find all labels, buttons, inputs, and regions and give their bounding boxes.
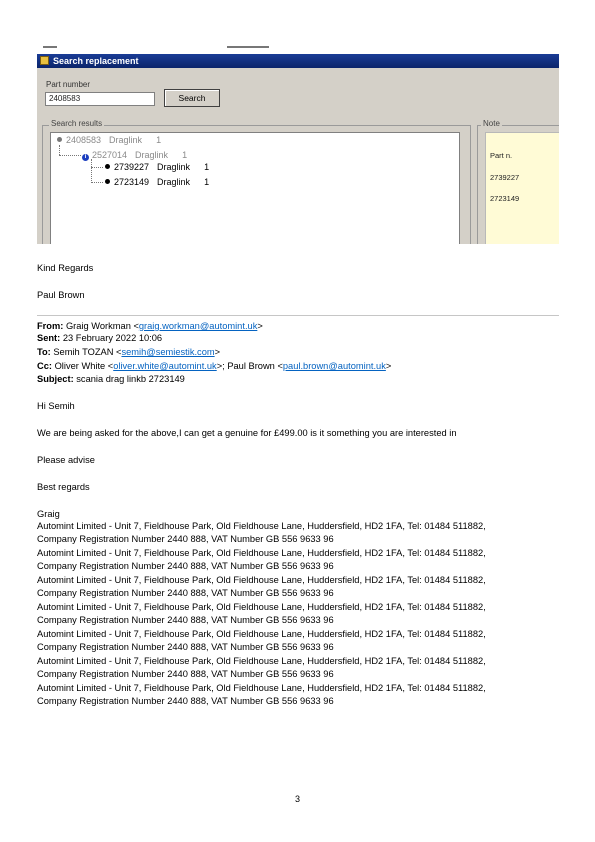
tree-node-child[interactable]: i 2527014 Draglink 1	[82, 150, 187, 161]
signature-registration: Company Registration Number 2440 888, VAT Number GB 556 9633 96	[37, 561, 334, 571]
signature-address: Automint Limited - Unit 7, Fieldhouse Park, Old Fieldhouse Lane, Huddersfield, HD2 1FA, Tel: 01484 511882,	[37, 575, 486, 585]
regards-text: Best regards	[37, 482, 90, 492]
signature-registration: Company Registration Number 2440 888, VAT Number GB 556 9633 96	[37, 642, 334, 652]
window-title: Search replacement	[53, 56, 139, 66]
info-icon: i	[82, 154, 89, 161]
window-app-icon	[40, 56, 49, 65]
search-results-tree[interactable]	[50, 132, 460, 246]
sent-value: 23 February 2022 10:06	[62, 333, 163, 343]
message-text: We are being asked for the above,I can get a genuine for £499.00 is it something you are interested in	[37, 428, 457, 438]
to-label: To:	[37, 347, 51, 357]
tree-node-leaf[interactable]: 2723149 Draglink 1	[105, 177, 209, 188]
signature-registration: Company Registration Number 2440 888, VAT Number GB 556 9633 96	[37, 615, 334, 625]
from-line: From: Graig Workman <graig.workman@automint.uk>	[37, 321, 263, 331]
window-titlebar	[37, 54, 559, 68]
note-label: Note	[483, 119, 500, 128]
signature-address: Automint Limited - Unit 7, Fieldhouse Park, Old Fieldhouse Lane, Huddersfield, HD2 1FA, Tel: 01484 511882,	[37, 548, 486, 558]
page-number: 3	[294, 794, 300, 804]
signature-registration: Company Registration Number 2440 888, VAT Number GB 556 9633 96	[37, 534, 334, 544]
subject-line	[37, 373, 185, 385]
from-name: Graig Workman <	[65, 321, 139, 331]
part-number-label: Part number	[46, 80, 91, 89]
sender-name: Graig	[37, 509, 60, 519]
cc-name: Oliver White <	[54, 361, 114, 371]
greeting: Hi Semih	[37, 401, 75, 411]
from-label: From:	[37, 321, 64, 331]
signature-address: Automint Limited - Unit 7, Fieldhouse Park, Old Fieldhouse Lane, Huddersfield, HD2 1FA, Tel: 01484 511882,	[37, 629, 486, 639]
cc-label: Cc:	[37, 361, 52, 371]
signature-address: Automint Limited - Unit 7, Fieldhouse Park, Old Fieldhouse Lane, Huddersfield, HD2 1FA, Tel: 01484 511882,	[37, 602, 486, 612]
cc-line: Cc: Oliver White <oliver.white@automint.uk>; Paul Brown <paul.brown@automint.uk>	[37, 361, 392, 371]
embedded-screenshot	[37, 44, 559, 246]
signature-address: Automint Limited - Unit 7, Fieldhouse Park, Old Fieldhouse Lane, Huddersfield, HD2 1FA, Tel: 01484 511882,	[37, 656, 486, 666]
screenshot-top-strip	[37, 44, 559, 54]
message-divider	[37, 315, 559, 316]
bullet-icon	[57, 137, 62, 142]
to-email-link[interactable]: semih@semiestik.com	[121, 347, 215, 357]
subject-value: scania drag linkb 2723149	[76, 374, 185, 384]
note-header: Part n.	[490, 151, 513, 160]
to-name: Semih TOZAN <	[53, 347, 122, 357]
subject-label: Subject:	[37, 374, 74, 384]
advise-text: Please advise	[37, 455, 95, 465]
note-item: 2723149	[490, 194, 520, 203]
search-button[interactable]: Search	[164, 89, 220, 107]
signature-address: Automint Limited - Unit 7, Fieldhouse Park, Old Fieldhouse Lane, Huddersfield, HD2 1FA, Tel: 01484 511882,	[37, 521, 486, 531]
bullet-icon	[105, 179, 110, 184]
cc-email-link[interactable]: oliver.white@automint.uk	[113, 361, 217, 371]
tree-node-root[interactable]: 2408583 Draglink 1	[57, 135, 161, 146]
to-line: To: Semih TOZAN <semih@semiestik.com>	[37, 347, 221, 357]
signature-registration: Company Registration Number 2440 888, VAT Number GB 556 9633 96	[37, 588, 334, 598]
from-email-link[interactable]: graig.workman@automint.uk	[138, 321, 258, 331]
part-number-input[interactable]: 2408583	[45, 92, 155, 106]
tree-node-leaf[interactable]: 2739227 Draglink 1	[105, 162, 209, 173]
signoff-name: Paul Brown	[37, 290, 85, 300]
signature-address: Automint Limited - Unit 7, Fieldhouse Park, Old Fieldhouse Lane, Huddersfield, HD2 1FA, Tel: 01484 511882,	[37, 683, 486, 693]
note-pane	[485, 132, 559, 246]
note-item: 2739227	[490, 173, 520, 182]
closing-text: Kind Regards	[37, 263, 94, 273]
signature-registration: Company Registration Number 2440 888, VAT Number GB 556 9633 96	[37, 696, 334, 706]
sent-line	[37, 332, 162, 344]
bullet-icon	[105, 164, 110, 169]
cc-email-link[interactable]: paul.brown@automint.uk	[282, 361, 386, 371]
search-results-label: Search results	[51, 119, 103, 128]
signature-registration: Company Registration Number 2440 888, VAT Number GB 556 9633 96	[37, 669, 334, 679]
sent-label: Sent:	[37, 333, 61, 343]
